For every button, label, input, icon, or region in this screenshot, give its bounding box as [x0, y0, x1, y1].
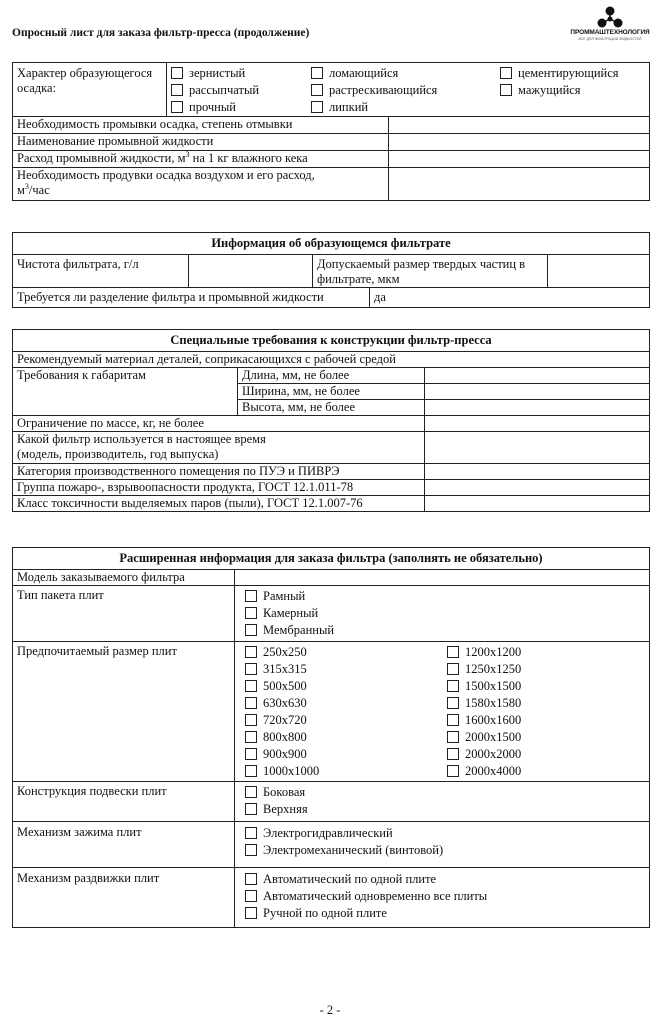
option-sticky[interactable]: липкий: [311, 99, 496, 116]
size-315[interactable]: 315x315: [245, 661, 319, 678]
toxicity-class-input[interactable]: [425, 496, 650, 512]
option-auto-all[interactable]: Автоматический одновременно все плиты: [245, 888, 639, 905]
purity-label: Чистота фильтрата, г/л: [13, 255, 189, 288]
toxicity-class-label: Класс токсичности выделяемых паров (пыли), ГОСТ 12.1.007-76: [13, 496, 425, 512]
size-500[interactable]: 500x500: [245, 678, 319, 695]
option-manual-single[interactable]: Ручной по одной плите: [245, 905, 639, 922]
purity-input[interactable]: [189, 255, 313, 288]
checkbox-icon[interactable]: [311, 101, 323, 113]
size-720[interactable]: 720x720: [245, 712, 319, 729]
clamp-label: Механизм зажима плит: [13, 822, 235, 868]
model-label: Модель заказываемого фильтра: [13, 570, 235, 586]
plate-size-options: [235, 642, 650, 782]
separation-label: Требуется ли разделение фильтра и промывной жидкости: [13, 288, 370, 308]
current-filter-input[interactable]: [425, 432, 650, 464]
plate-size-label: Предпочитаемый размер плит: [13, 642, 235, 782]
suspension-label: Конструкция подвески плит: [13, 782, 235, 822]
room-category-label: Категория производственного помещения по ПУЭ и ПИВРЭ: [13, 464, 425, 480]
checkbox-icon[interactable]: [245, 803, 257, 815]
checkbox-icon[interactable]: [447, 697, 459, 709]
checkbox-icon[interactable]: [171, 67, 183, 79]
option-chamber[interactable]: Камерный: [245, 605, 639, 622]
size-1600[interactable]: 1600x1600: [447, 712, 521, 729]
particle-size-input[interactable]: [548, 255, 650, 288]
option-friable[interactable]: рассыпчатый: [171, 82, 309, 99]
checkbox-icon[interactable]: [245, 590, 257, 602]
extended-section-title: Расширенная информация для заказа фильтра (заполнять не обязательно): [13, 548, 650, 570]
size-250[interactable]: 250x250: [245, 644, 319, 661]
fire-group-label: Группа пожаро-, взрывоопасности продукта, ГОСТ 12.1.011-78: [13, 480, 425, 496]
checkbox-icon[interactable]: [500, 67, 512, 79]
option-solid[interactable]: прочный: [171, 99, 309, 116]
checkbox-icon[interactable]: [245, 765, 257, 777]
checkbox-icon[interactable]: [447, 646, 459, 658]
sediment-label: Характер образующегося осадка:: [17, 66, 153, 95]
size-800[interactable]: 800x800: [245, 729, 319, 746]
particle-size-label: Допускаемый размер твердых частиц в фильтрате, мкм: [313, 255, 548, 288]
checkbox-icon[interactable]: [245, 907, 257, 919]
checkbox-icon[interactable]: [447, 714, 459, 726]
separation-value[interactable]: да: [370, 288, 650, 308]
height-input[interactable]: [425, 400, 650, 416]
checkbox-icon[interactable]: [447, 765, 459, 777]
sediment-options-cell: [167, 63, 650, 117]
model-input[interactable]: [235, 570, 650, 586]
size-2000x2000[interactable]: 2000x2000: [447, 746, 521, 763]
mass-input[interactable]: [425, 416, 650, 432]
dimensions-label: Требования к габаритам: [13, 368, 238, 416]
checkbox-icon[interactable]: [245, 731, 257, 743]
checkbox-icon[interactable]: [245, 873, 257, 885]
sediment-table: [12, 62, 650, 201]
shift-label: Механизм раздвижки плит: [13, 868, 235, 928]
current-filter-label: Какой фильтр используется в настоящее время (модель, производитель, год выпуска): [13, 432, 425, 464]
wash-rate-label: Расход промывной жидкости, $м^3$ на 1 кг влажного кека: [13, 151, 389, 168]
width-input[interactable]: [425, 384, 650, 400]
option-membrane[interactable]: Мембранный: [245, 622, 639, 639]
size-1580[interactable]: 1580x1580: [447, 695, 521, 712]
wash-liquid-input[interactable]: [389, 134, 650, 151]
filtrate-table: [12, 232, 650, 308]
checkbox-icon[interactable]: [245, 786, 257, 798]
design-requirements-table: [12, 329, 650, 512]
size-2000x1500[interactable]: 2000x1500: [447, 729, 521, 746]
mass-label: Ограничение по массе, кг, не более: [13, 416, 425, 432]
checkbox-icon[interactable]: [447, 748, 459, 760]
company-logo: [560, 2, 660, 42]
option-granular[interactable]: зернистый: [171, 65, 309, 82]
size-1250[interactable]: 1250x1250: [447, 661, 521, 678]
length-label: Длина, мм, не более: [238, 368, 425, 384]
filtrate-section-title: Информация об образующемся фильтрате: [13, 233, 650, 255]
sediment-label-cell: [13, 63, 167, 117]
option-side[interactable]: Боковая: [245, 784, 639, 801]
size-1200[interactable]: 1200x1200: [447, 644, 521, 661]
wash-need-input[interactable]: [389, 117, 650, 134]
checkbox-icon[interactable]: [171, 84, 183, 96]
length-input[interactable]: [425, 368, 650, 384]
height-label: Высота, мм, не более: [238, 400, 425, 416]
option-auto-single[interactable]: Автоматический по одной плите: [245, 871, 639, 888]
checkbox-icon[interactable]: [447, 680, 459, 692]
size-1000[interactable]: 1000x1000: [245, 763, 319, 780]
option-cracking[interactable]: растрескивающийся: [311, 82, 496, 99]
clamp-options: [235, 822, 650, 868]
option-electrohydraulic[interactable]: Электрогидравлический: [245, 825, 639, 842]
checkbox-icon[interactable]: [500, 84, 512, 96]
pack-type-options: [235, 586, 650, 642]
wash-liquid-label: Наименование промывной жидкости: [13, 134, 389, 151]
checkbox-icon[interactable]: [245, 646, 257, 658]
design-section-title: Специальные требования к конструкции фильтр-пресса: [13, 330, 650, 352]
air-blow-input[interactable]: [389, 168, 650, 201]
logo-text: ПРОММАШТЕХНОЛОГИЯ: [570, 29, 650, 36]
checkbox-icon[interactable]: [171, 101, 183, 113]
fire-group-input[interactable]: [425, 480, 650, 496]
extended-info-table: [12, 547, 650, 928]
size-900[interactable]: 900x900: [245, 746, 319, 763]
size-2000x4000[interactable]: 2000x4000: [447, 763, 521, 780]
checkbox-icon[interactable]: [311, 84, 323, 96]
option-cementing[interactable]: цементирующийся: [500, 65, 650, 82]
air-blow-label: Необходимость продувки осадка воздухом и его расход, $м^3$/час: [13, 168, 389, 201]
option-electromechanical[interactable]: Электромеханический (винтовой): [245, 842, 639, 859]
page-title: Опросный лист для заказа фильтр-пресса (продолжение): [12, 27, 310, 39]
size-1500[interactable]: 1500x1500: [447, 678, 521, 695]
checkbox-icon[interactable]: [311, 67, 323, 79]
checkbox-icon[interactable]: [447, 731, 459, 743]
checkbox-icon[interactable]: [245, 663, 257, 675]
checkbox-icon[interactable]: [245, 748, 257, 760]
page-number: - 2 -: [319, 1003, 341, 1017]
logo-subtitle: ВСЁ ДЛЯ ФИЛЬТРАЦИИ ЖИДКОСТЕЙ: [578, 37, 642, 41]
wash-need-label: Необходимость промывки осадка, степень отмывки: [13, 117, 389, 134]
suspension-options: [235, 782, 650, 822]
checkbox-icon[interactable]: [245, 714, 257, 726]
checkbox-icon[interactable]: [245, 890, 257, 902]
option-frame[interactable]: Рамный: [245, 588, 639, 605]
option-breaking[interactable]: ломающийся: [311, 65, 496, 82]
logo-icon: [560, 2, 660, 30]
pack-type-label: Тип пакета плит: [13, 586, 235, 642]
checkbox-icon[interactable]: [245, 827, 257, 839]
option-smearing[interactable]: мажущийся: [500, 82, 650, 99]
checkbox-icon[interactable]: [447, 663, 459, 675]
size-630[interactable]: 630x630: [245, 695, 319, 712]
wash-rate-input[interactable]: [389, 151, 650, 168]
material-label: Рекомендуемый материал деталей, соприкасающихся с рабочей средой: [13, 352, 650, 368]
width-label: Ширина, мм, не более: [238, 384, 425, 400]
checkbox-icon[interactable]: [245, 697, 257, 709]
checkbox-icon[interactable]: [245, 844, 257, 856]
room-category-input[interactable]: [425, 464, 650, 480]
checkbox-icon[interactable]: [245, 680, 257, 692]
option-top[interactable]: Верхняя: [245, 801, 639, 818]
shift-options: [235, 868, 650, 928]
checkbox-icon[interactable]: [245, 607, 257, 619]
checkbox-icon[interactable]: [245, 624, 257, 636]
